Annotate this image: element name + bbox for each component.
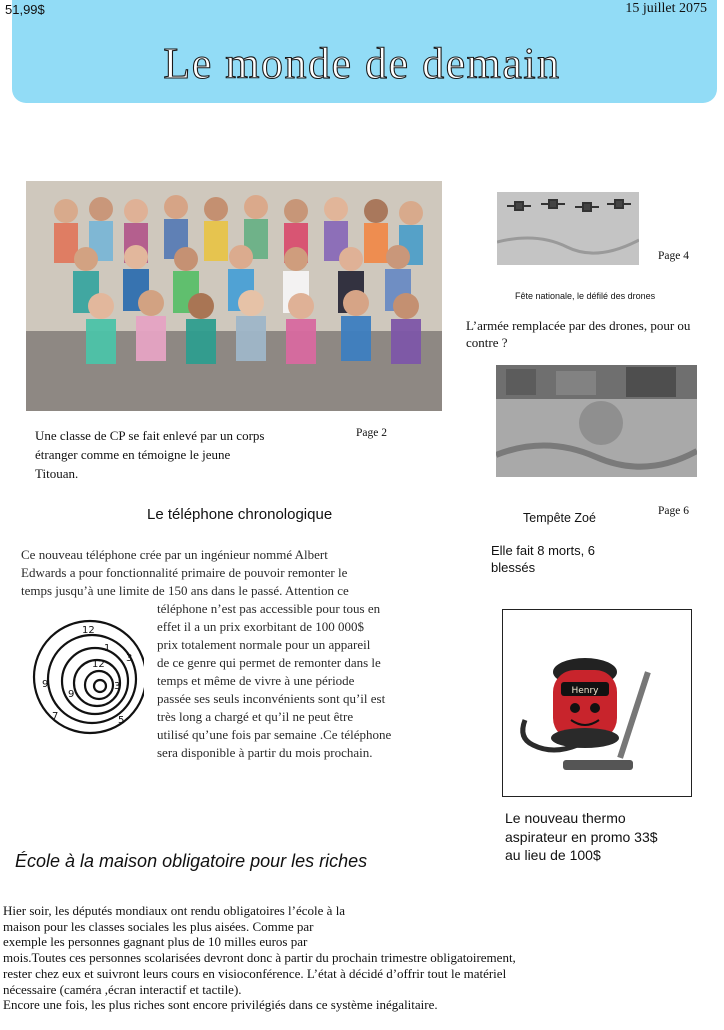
svg-text:5: 5 — [118, 715, 125, 726]
article-line: Edwards a pour fonctionnalité primaire de pouvoir remonter le — [21, 565, 348, 580]
article-line: prix totalement normale pour un appareil — [157, 637, 371, 652]
svg-text:3: 3 — [114, 681, 121, 692]
class-photo-illustration — [26, 181, 442, 411]
vacuum-ad-text — [505, 809, 658, 865]
svg-text:12: 12 — [92, 659, 105, 670]
main-story-page-link[interactable]: Page 2 — [356, 427, 387, 439]
ad-line: Le nouveau thermo — [505, 810, 626, 826]
article-line: exemple les personnes gagnant plus de 10 milles euros par — [3, 934, 308, 950]
drones-parade-image — [497, 192, 639, 265]
article-line: maison pour les classes sociales les plus aisées. Comme par — [3, 918, 314, 934]
article-line: sera disponible à partir du mois prochain. — [157, 745, 373, 760]
class-photo — [26, 181, 442, 411]
phone-article-intro — [21, 546, 451, 600]
drones-headline — [466, 317, 724, 351]
storm-summary — [491, 542, 595, 576]
headline-line: contre ? — [466, 335, 508, 350]
caption-line: Une classe de CP se fait enlevé par un corps — [35, 428, 265, 443]
newspaper-title: Le monde de demain — [163, 39, 561, 88]
article-line: de ce genre qui permet de remonter dans le — [157, 655, 381, 670]
caption-line: Titouan. — [35, 466, 79, 481]
school-article-title: École à la maison obligatoire pour les riches — [15, 851, 368, 871]
article-line: Ce nouveau téléphone crée par un ingénieur nommé Albert — [21, 547, 328, 562]
summary-line: Elle fait 8 morts, 6 — [491, 543, 596, 558]
caption-line: étranger comme en témoigne le jeune — [35, 447, 231, 462]
article-line: très long a chargé et qu’il ne peut être — [157, 709, 354, 724]
storm-image — [496, 365, 697, 477]
article-line: temps et même de vivre à une période — [157, 673, 355, 688]
ad-line: au lieu de 100$ — [505, 847, 601, 863]
storm-page-link[interactable]: Page 6 — [658, 505, 689, 517]
article-line: utilisé qu’une fois par semaine .Ce téléphone — [157, 727, 392, 742]
article-line: téléphone n’est pas accessible pour tous en — [157, 601, 381, 616]
spiral-clock-icon — [22, 615, 144, 739]
vacuum-brand-label: Henry — [571, 686, 599, 696]
svg-text:12: 12 — [82, 625, 95, 636]
svg-text:9: 9 — [42, 679, 49, 690]
svg-text:1: 1 — [104, 643, 111, 654]
article-line: Hier soir, les députés mondiaux ont rendu obligatoires l’école à la — [3, 903, 346, 918]
vacuum-ad-image — [502, 609, 692, 797]
issue-date: 15 juillet 2075 — [625, 1, 707, 16]
article-line: effet il a un prix exorbitant de 100 000$ — [157, 619, 364, 634]
article-line: nécessaire (caméra ,écran interactif et tactile). — [3, 981, 242, 997]
svg-text:9: 9 — [68, 689, 75, 700]
vacuum-cleaner-icon — [503, 610, 691, 796]
svg-text:7: 7 — [52, 711, 59, 722]
article-line: rester chez eux et suivront leurs cours en visioconférence. L’état à décidé d’offrir tout le matériel — [3, 965, 507, 981]
ad-line: aspirateur en promo 33$ — [505, 828, 658, 845]
school-article-body — [3, 903, 721, 1013]
main-story-caption — [35, 426, 335, 483]
article-line: mois.Toutes ces personnes scolarisées devront donc à partir du prochain trimestre obligatoirement, — [3, 950, 516, 966]
drones-illustration — [497, 192, 639, 265]
phone-article-title: Le téléphone chronologique — [147, 506, 333, 523]
summary-line: blessés — [491, 560, 536, 575]
svg-text:3: 3 — [126, 653, 133, 664]
drones-caption: Fête nationale, le défilé des drones — [515, 291, 656, 301]
spiral-clock-image — [22, 615, 144, 739]
article-line: temps jusqu’à une limite de 150 ans dans le passé. Attention ce — [21, 583, 349, 598]
headline-line: L’armée remplacée par des drones, pour ou — [466, 318, 691, 333]
article-line: passée ses seuls inconvénients sont qu’il est — [157, 691, 386, 706]
storm-title: Tempête Zoé — [523, 511, 596, 525]
drones-page-link[interactable]: Page 4 — [658, 250, 689, 262]
phone-article-body — [157, 600, 457, 762]
article-line: Encore une fois, les plus riches sont encore privilégiés dans ce système inégalitaire. — [3, 997, 438, 1013]
issue-price: 51,99$ — [5, 2, 45, 17]
storm-illustration — [496, 365, 697, 477]
